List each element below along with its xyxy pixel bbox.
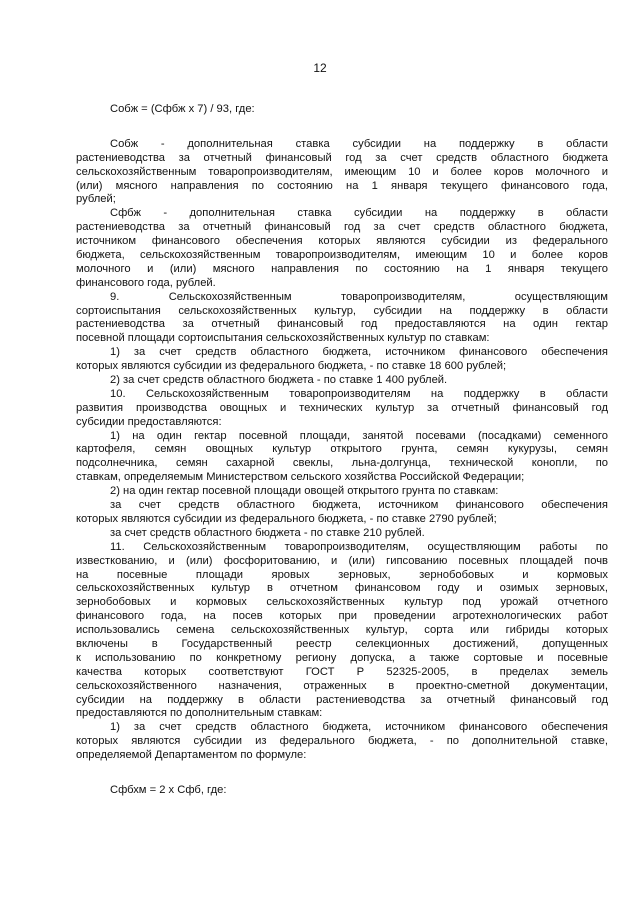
text-line: посевной площади сортоиспытания сельскохозяйственных культур по ставкам: xyxy=(76,332,490,345)
text-line: 1) на один гектар посевной площади, занятой посевами (посадками) семенного xyxy=(110,429,608,442)
paragraph-10-item-2b: за счет средств областного бюджета - по ставке 210 рублей. xyxy=(110,526,425,539)
paragraph-sobzh-definition xyxy=(76,138,608,207)
text-line: использовались семена сельскохозяйственных культур, сорта или гибриды которых xyxy=(76,624,608,637)
text-line: молочного и (или) мясного направления по состоянию на 1 января текущего xyxy=(76,262,608,275)
text-line: растениеводства за отчетный финансовый год за счет средств областного бюджета xyxy=(76,151,608,164)
text-line: (или) мясного направления по состоянию на 1 января текущего финансового года, xyxy=(76,179,608,192)
page-number: 12 xyxy=(313,61,327,75)
text-line: качества которых соответствуют ГОСТ Р 52325-2005, в пределах земель xyxy=(76,665,608,678)
text-line: ставкам, определяемым Министерством сельского хозяйства Российской Федерации; xyxy=(76,471,525,484)
text-line: Собж - дополнительная ставка субсидии на поддержку в области xyxy=(110,137,608,150)
paragraph-sfbzh-definition xyxy=(76,207,608,290)
text-line: известкованию, и (или) фосфоритованию, и (или) гипсованию посевных площадей почв xyxy=(76,554,608,567)
text-line: картофеля, семян овощных культур открытого грунта, семян кукурузы, семян xyxy=(76,443,608,456)
paragraph-9-item-2: 2) за счет средств областного бюджета - по ставке 1 400 рублей. xyxy=(110,374,448,387)
paragraph-11-item-1 xyxy=(76,721,608,763)
text-line: зернобобовых и кормовых сельскохозяйственных культур под урожай отчетного xyxy=(76,596,608,609)
text-line: предоставляются по дополнительным ставкам: xyxy=(76,707,323,720)
text-line: включены в Государственный реестр селекционных достижений, допущенных xyxy=(76,637,608,650)
text-line: растениеводства за отчетный финансовый год за счет средств областного бюджета, xyxy=(76,221,608,234)
text-line: 1) за счет средств областного бюджета, источником финансового обеспечения xyxy=(110,721,608,734)
text-line: подсолнечника, семян сахарной свеклы, льна-долгунца, технической конопли, по xyxy=(76,457,608,470)
text-line: сельскохозяйственным товаропроизводителям, имеющим 10 и более коров молочного и xyxy=(76,165,608,178)
text-line: сельскохозяйственного назначения, отраженных в проектно-сметной документации, xyxy=(76,679,608,692)
text-line: бюджета, сельскохозяйственным товаропроизводителям, имеющим 10 и более коров xyxy=(76,249,608,262)
paragraph-10-item-2: 2) на один гектар посевной площади овощей открытого грунта по ставкам: xyxy=(110,485,499,498)
text-line: субсидии предоставляются: xyxy=(76,415,222,428)
text-line: которых являются субсидии из федерального бюджета, - по ставке 18 600 рублей; xyxy=(76,360,507,373)
text-line: финансового года, на посев которых при проведении агротехнологических работ xyxy=(76,610,608,623)
text-line: 9. Сельскохозяйственным товаропроизводителям, осуществляющим xyxy=(110,290,608,303)
paragraph-9-item-1 xyxy=(76,346,608,374)
paragraph-10 xyxy=(76,388,608,430)
text-line: определяемой Департаментом по формуле: xyxy=(76,749,307,762)
formula-sobzh: Собж = (Сфбж х 7) / 93, где: xyxy=(110,103,255,115)
text-line: 10. Сельскохозяйственным товаропроизводителям на поддержку в области xyxy=(110,387,608,400)
formula-sfbhm: Сфбхм = 2 х Сфб, где: xyxy=(110,783,227,796)
text-line: 1) за счет средств областного бюджета, источником финансового обеспечения xyxy=(110,346,608,359)
text-line: которых являются субсидии из федерального бюджета, - по дополнительной ставке, xyxy=(76,735,608,748)
text-line: развития производства овощных и технических культур за отчетный финансовый год xyxy=(76,401,608,414)
paragraph-11 xyxy=(76,541,608,722)
text-line: финансового года, рублей. xyxy=(76,276,216,289)
text-line: Сфбж - дополнительная ставка субсидии на поддержку в области xyxy=(110,207,608,220)
paragraph-10-item-1 xyxy=(76,430,608,486)
text-line: рублей; xyxy=(76,193,116,206)
paragraph-9 xyxy=(76,291,608,347)
text-line: за счет средств областного бюджета, источником финансового обеспечения xyxy=(110,499,608,512)
text-line: которых являются субсидии из федерального бюджета, - по ставке 2790 рублей; xyxy=(76,512,497,525)
text-line: растениеводства за отчетный финансовый год предоставляются на один гектар xyxy=(76,318,608,331)
document-body xyxy=(76,103,608,798)
text-line: сельскохозяйственных культур в отчетном финансовом году и озимых зерновых, xyxy=(76,582,608,595)
text-line: сортоиспытания сельскохозяйственных культур, субсидии на поддержку в области xyxy=(76,304,608,317)
text-line: к использованию по конкретному региону допуска, а также сортовые и посевные xyxy=(76,651,608,664)
text-line: на посевные площади яровых зерновых, зернобобовых и кормовых xyxy=(76,568,608,581)
text-line: источником финансового обеспечения которых являются субсидии из федерального xyxy=(76,235,608,248)
paragraph-10-item-2a xyxy=(76,499,608,527)
text-line: 11. Сельскохозяйственным товаропроизводителям, осуществляющим работы по xyxy=(110,540,608,553)
text-line: субсидии на поддержку в области растениеводства за отчетный финансовый год xyxy=(76,693,608,706)
